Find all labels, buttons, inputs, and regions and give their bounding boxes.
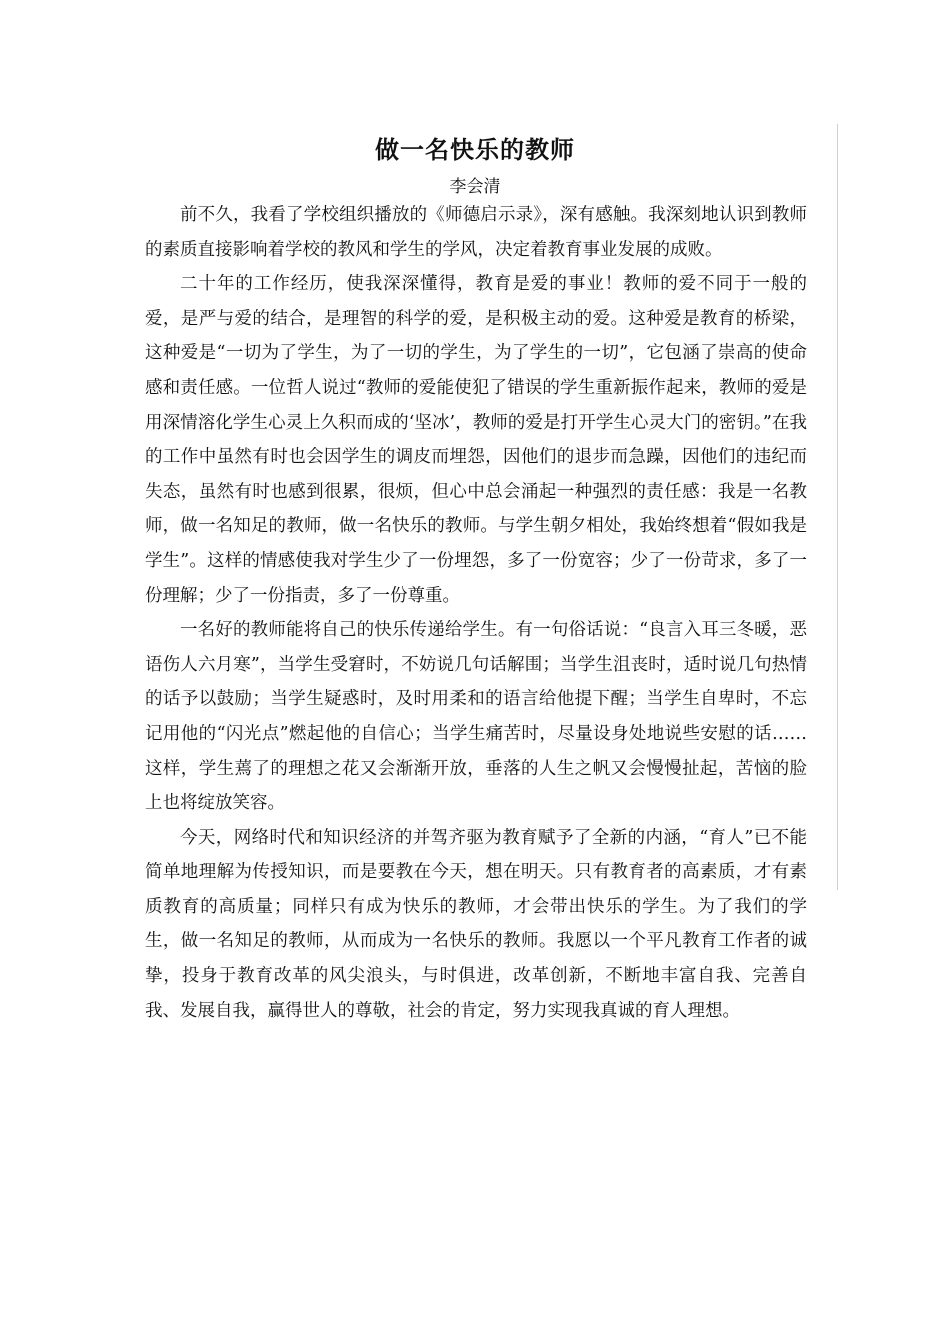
document-body	[145, 198, 807, 1028]
paragraph-1: 前不久，我看了学校组织播放的《师德启示录》，深有感触。我深刻地认识到教师的素质直接影响着学校的教风和学生的学风，决定着教育事业发展的成败。	[145, 205, 807, 260]
paragraph-2: 二十年的工作经历，使我深深懂得，教育是爱的事业！教师的爱不同于一般的爱，是严与爱的结合，是理智的科学的爱，是积极主动的爱。这种爱是教育的桥梁，这种爱是“一切为了学生，为了一切的学生，为了学生的一切”，它包涵了崇高的使命感和责任感。一位哲人说过“教师的爱能使犯了错误的学生重新振作起来，教师的爱是用深情溶化学生心灵上久积而成的‘坚冰’，教师的爱是打开学生心灵大门的密钥。”在我的工作中虽然有时也会因学生的调皮而埋怨，因他们的退步而急躁，因他们的违纪而失态，虽然有时也感到很累，很烦，但心中总会涌起一种强烈的责任感：我是一名教师，做一名知足的教师，做一名快乐的教师。与学生朝夕相处，我始终想着“假如我是学生”。这样的情感使我对学生少了一份埋怨，多了一份宽容；少了一份苛求，多了一份理解；少了一份指责，多了一份尊重。	[145, 274, 807, 606]
document-title: 做一名快乐的教师	[375, 136, 575, 164]
paragraph-3: 一名好的教师能将自己的快乐传递给学生。有一句俗话说：“良言入耳三冬暖，恶语伤人六月寒”，当学生受窘时，不妨说几句话解围；当学生沮丧时，适时说几句热情的话予以鼓励；当学生疑惑时，及时用柔和的语言给他提下醒；当学生自卑时，不忘记用他的“闪光点”燃起他的自信心；当学生痛苦时，尽量设身处地说些安慰的话……这样，学生蔫了的理想之花又会渐渐开放，垂落的人生之帆又会慢慢扯起，苦恼的脸上也将绽放笑容。	[145, 620, 807, 814]
paragraph-4: 今天，网络时代和知识经济的并驾齐驱为教育赋予了全新的内涵，“育人”已不能简单地理解为传授知识，而是要教在今天，想在明天。只有教育者的高素质，才有素质教育的高质量；同样只有成为快乐的教师，才会带出快乐的学生。为了我们的学生，做一名知足的教师，从而成为一名快乐的教师。我愿以一个平凡教育工作者的诚挚，投身于教育改革的风尖浪头，与时俱进，改革创新，不断地丰富自我、完善自我、发展自我，赢得世人的尊敬，社会的肯定，努力实现我真诚的育人理想。	[145, 827, 807, 1021]
document-author: 李会清	[449, 177, 501, 197]
margin-rule-line	[837, 124, 838, 890]
